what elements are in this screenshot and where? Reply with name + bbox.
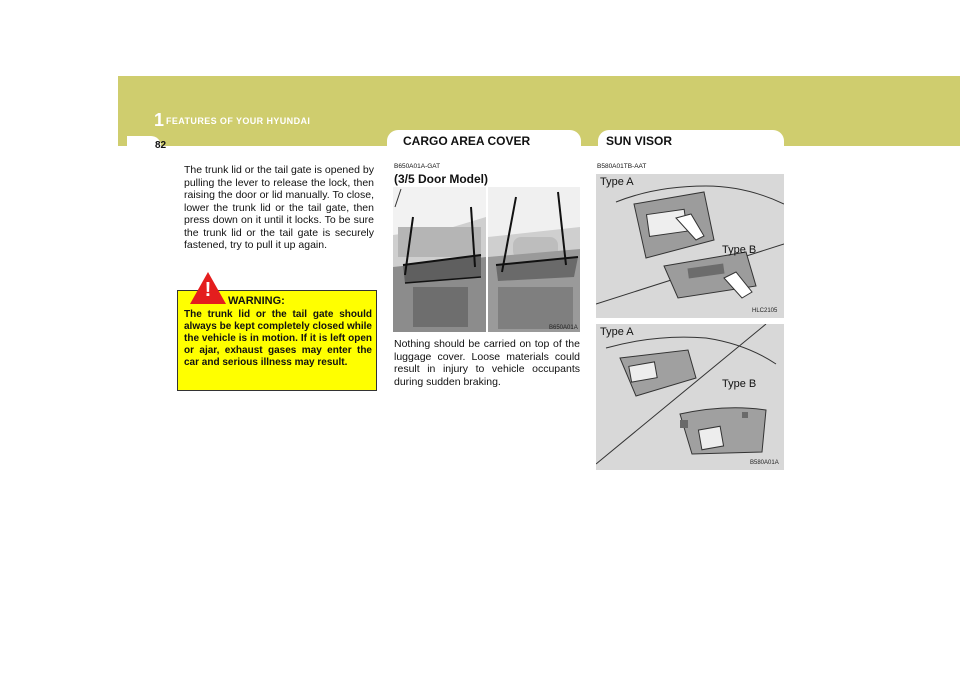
section-tab-cargo-area-cover: CARGO AREA COVER	[387, 130, 581, 152]
visor2-type-b-label: Type B	[722, 378, 757, 390]
warning-box	[177, 290, 377, 391]
visor2-type-a-label: Type A	[600, 326, 634, 338]
visor1-type-b-label: Type B	[722, 244, 757, 256]
chapter-number: 1	[154, 110, 165, 130]
warning-text: The trunk lid or the tail gate should always be kept completely closed while the vehicle is in motion. If it is left open or ajar, exhaust gases may enter the car and serious illness may result.	[184, 309, 372, 368]
section-tab-sun-visor: SUN VISOR	[598, 130, 784, 152]
cargo-photo-5door	[488, 187, 580, 332]
cargo-paragraph: Nothing should be carried on top of the luggage cover. Loose materials could result in injury to vehicle occupants during sudden braking.	[394, 338, 580, 388]
warning-title: WARNING:	[228, 295, 285, 307]
trunk-paragraph: The trunk lid or the tail gate is opened by pulling the lever to release the lock, then raising the door or lid manually. To close, lower the trunk lid or the tail gate, then press down on it until it locks. To be sure the trunk lid or the tail gate is securely fastened, try to pull it up again.	[184, 164, 374, 251]
visor2-image-label: B580A01A	[750, 460, 779, 466]
visor-figure-2	[596, 324, 784, 470]
cargo-photo-3door	[393, 187, 486, 332]
visor1-type-a-label: Type A	[600, 176, 634, 188]
page-number: 82	[127, 136, 161, 156]
cargo-subheading: (3/5 Door Model)	[394, 172, 489, 186]
visor-section-code: B580A01TB-AAT	[597, 163, 647, 170]
cargo-image-label: B650A01A	[549, 325, 578, 331]
visor-figure-1	[596, 174, 784, 318]
warning-exclamation: !	[204, 279, 212, 301]
chapter-title: FEATURES OF YOUR HYUNDAI	[166, 116, 311, 126]
visor1-image-label: HLC2105	[752, 308, 778, 314]
cargo-section-code: B650A01A-GAT	[394, 163, 441, 170]
